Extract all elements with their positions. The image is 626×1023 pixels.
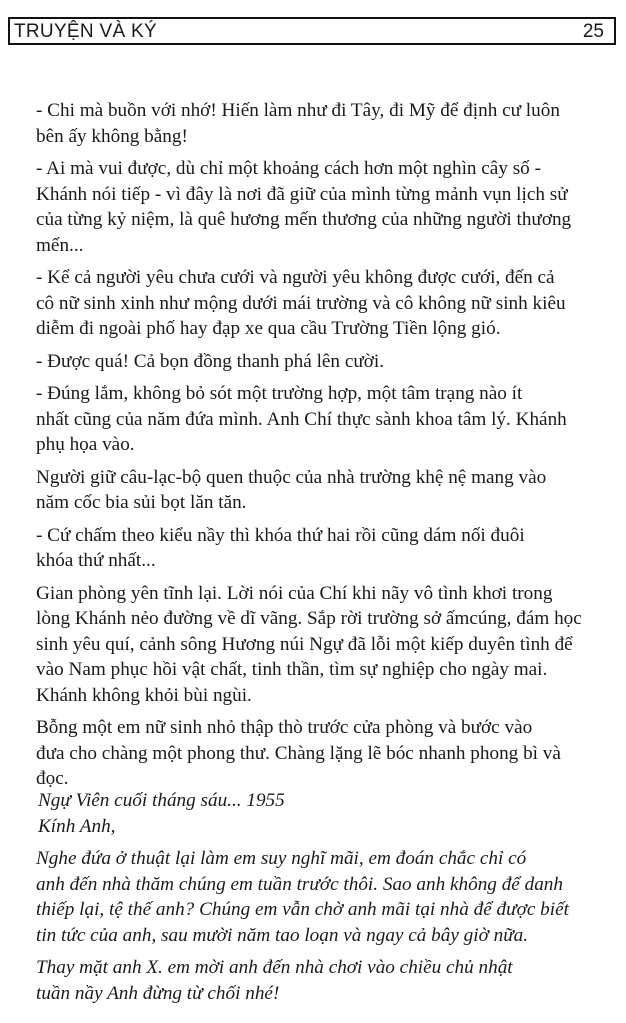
text-line: Nghe đứa ở thuật lại làm em suy nghĩ mãi, em đoán chắc chỉ có <box>36 848 527 869</box>
paragraph <box>36 349 612 375</box>
paragraph <box>36 715 612 792</box>
paragraph <box>36 381 612 458</box>
page-number: 25 <box>582 20 604 42</box>
text-line: - Đúng lắm, không bỏ sót một trường hợp, một tâm trạng nào ít <box>36 383 523 404</box>
text-line: Khánh nói tiếp - vì đây là nơi đã giữ của mình từng mảnh vụn lịch sử <box>36 183 568 205</box>
paragraph <box>36 581 612 709</box>
text-line: anh đến nhà thăm chúng em tuần trước thôi. Sao anh không để danh <box>36 873 563 895</box>
text-line: Khánh không khỏi bùi ngùi. <box>36 684 252 706</box>
text-line: nhất cũng của năm đứa mình. Anh Chí thực sành khoa tâm lý. Khánh <box>36 408 567 430</box>
letter-salutation: Kính Anh, <box>38 816 116 837</box>
letter-body <box>36 846 612 1006</box>
text-line: - Kể cả người yêu chưa cưới và người yêu không được cưới, đến cả <box>36 267 555 288</box>
text-line: khóa thứ nhất... <box>36 550 156 571</box>
text-line: - Ai mà vui được, dù chỉ một khoảng cách hơn một nghìn cây số - <box>36 158 541 179</box>
text-line: đưa cho chàng một phong thư. Chàng lặng lẽ bóc nhanh phong bì và <box>36 742 561 764</box>
paragraph <box>36 265 612 342</box>
text-line: phụ họa vào. <box>36 434 135 455</box>
letter-paragraph <box>36 846 612 948</box>
text-line: sinh yêu quí, cảnh sông Hương núi Ngự đã lỗi một kiếp duyên tình để <box>36 633 573 655</box>
text-line: Thay mặt anh X. em mời anh đến nhà chơi vào chiều chủ nhật <box>36 957 513 978</box>
text-line: mến... <box>36 234 84 256</box>
text-line: - Được quá! Cả bọn đồng thanh phá lên cười. <box>36 350 385 372</box>
text-line: diễm đi ngoài phố hay đạp xe qua cầu Trường Tiền lộng gió. <box>36 318 501 339</box>
text-line: Người giữ câu-lạc-bộ quen thuộc của nhà trường khệ nệ mang vào <box>36 466 547 488</box>
text-line: thiếp lại, tệ thế anh? Chúng em vẫn chờ anh mãi tại nhà để được biết <box>36 899 569 920</box>
text-line: Bỗng một em nữ sinh nhỏ thập thò trước cửa phòng và bước vào <box>36 717 533 738</box>
text-line: - Cứ chấm theo kiểu nầy thì khóa thứ hai rồi cũng dám nối đuôi <box>36 524 525 546</box>
text-line: của từng kỷ niệm, là quê hương mến thương của những người thương <box>36 209 572 230</box>
text-line: Gian phòng yên tĩnh lại. Lời nói của Chí khi nãy vô tình khơi trong <box>36 582 553 604</box>
text-line: tin tức của anh, sau mười năm tao loạn và ngay cả bây giờ nữa. <box>36 924 529 946</box>
text-line: tuần nầy Anh đừng từ chối nhé! <box>36 982 280 1004</box>
text-line: vào Nam phục hồi vật chất, tinh thần, tìm sự nghiệp cho ngày mai. <box>36 659 548 680</box>
paragraph <box>36 156 612 258</box>
running-header <box>8 17 616 45</box>
text-line: - Chi mà buồn với nhớ! Hiến làm như đi Tây, đi Mỹ để định cư luôn <box>36 100 560 121</box>
letter-paragraph <box>36 955 612 1006</box>
text-line: lòng Khánh nẻo đường về dĩ vãng. Sắp rời trường sở ấmcúng, đám học <box>36 608 582 629</box>
text-line: đọc. <box>36 768 69 789</box>
paragraph <box>36 98 612 149</box>
paragraph <box>36 465 612 516</box>
story-body <box>36 98 612 799</box>
paragraph <box>36 523 612 574</box>
letter-dateline: Ngự Viên cuối tháng sáu... 1955 <box>38 790 285 811</box>
letter <box>36 788 612 1013</box>
section-title: TRUYỆN VÀ KÝ <box>14 20 157 42</box>
text-line: bên ấy không bằng! <box>36 125 188 147</box>
text-line: năm cốc bia sủi bọt lăn tăn. <box>36 492 247 513</box>
text-line: cô nữ sinh xinh như mộng dưới mái trường và cô không nữ sinh kiêu <box>36 292 566 314</box>
